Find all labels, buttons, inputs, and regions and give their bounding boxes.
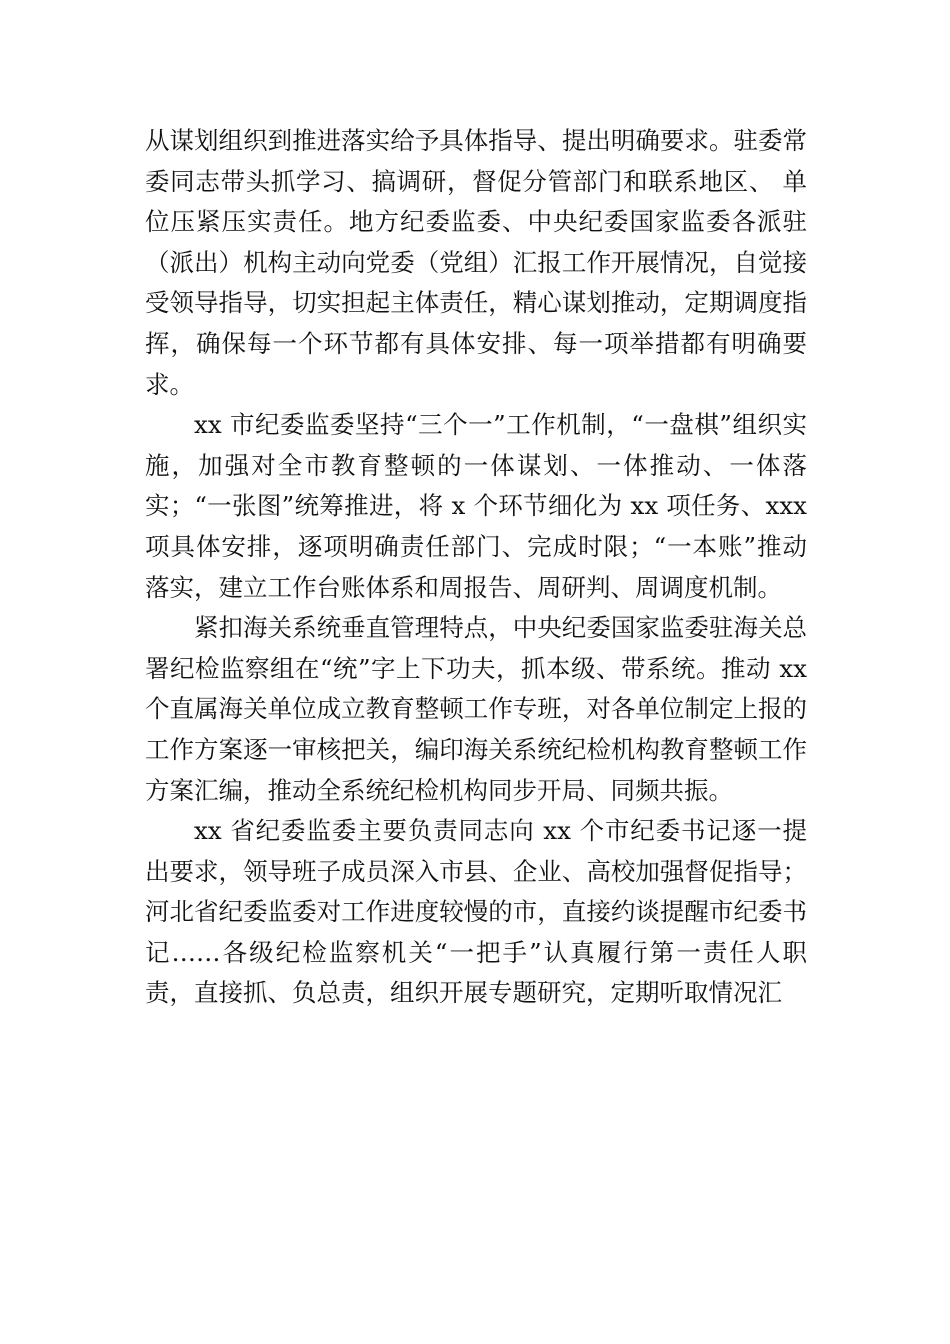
paragraph-1: 从谋划组织到推进落实给予具体指导、提出明确要求。驻委常委同志带头抓学习、搞调研，督促分管部门和联系地区、 单位压紧压实责任。地方纪委监委、中央纪委国家监委各派驻（派出）机构主动向党委（党组）汇报工作开展情况，自觉接受领导指导，切实担起主体责任，精心谋划推动，定期调度指挥，确保每一个环节都有具体安排、每一项举措都有明确要求。 [145, 126, 807, 399]
paragraph-3: 紧扣海关系统垂直管理特点，中央纪委国家监委驻海关总署纪检监察组在“统”字上下功夫，抓本级、带系统。推动 xx 个直属海关单位成立教育整顿工作专班，对各单位制定上报的工作方案逐一审核把关，编印海关系统纪检机构教育整顿工作方案汇编，推动全系统纪检机构同步开局、同频共振。 [145, 613, 807, 805]
document-body [145, 121, 807, 1014]
paragraph-4: xx 省纪委监委主要负责同志向 xx 个市纪委书记逐一提出要求，领导班子成员深入市县、企业、高校加强督促指导；河北省纪委监委对工作进度较慢的市，直接约谈提醒市纪委书记……各级纪检监察机关“一把手”认真履行第一责任人职责，直接抓、负总责，组织开展专题研究，定期听取情况汇 [145, 816, 807, 1008]
paragraph-2: xx 市纪委监委坚持“三个一”工作机制，“一盘棋”组织实施，加强对全市教育整顿的一体谋划、一体推动、一体落实；“一张图”统筹推进，将 x 个环节细化为 xx 项任务、xxx 项具体安排，逐项明确责任部门、完成时限；“一本账”推动落实，建立工作台账体系和周报告、周研判、周调度机制。 [145, 410, 807, 602]
